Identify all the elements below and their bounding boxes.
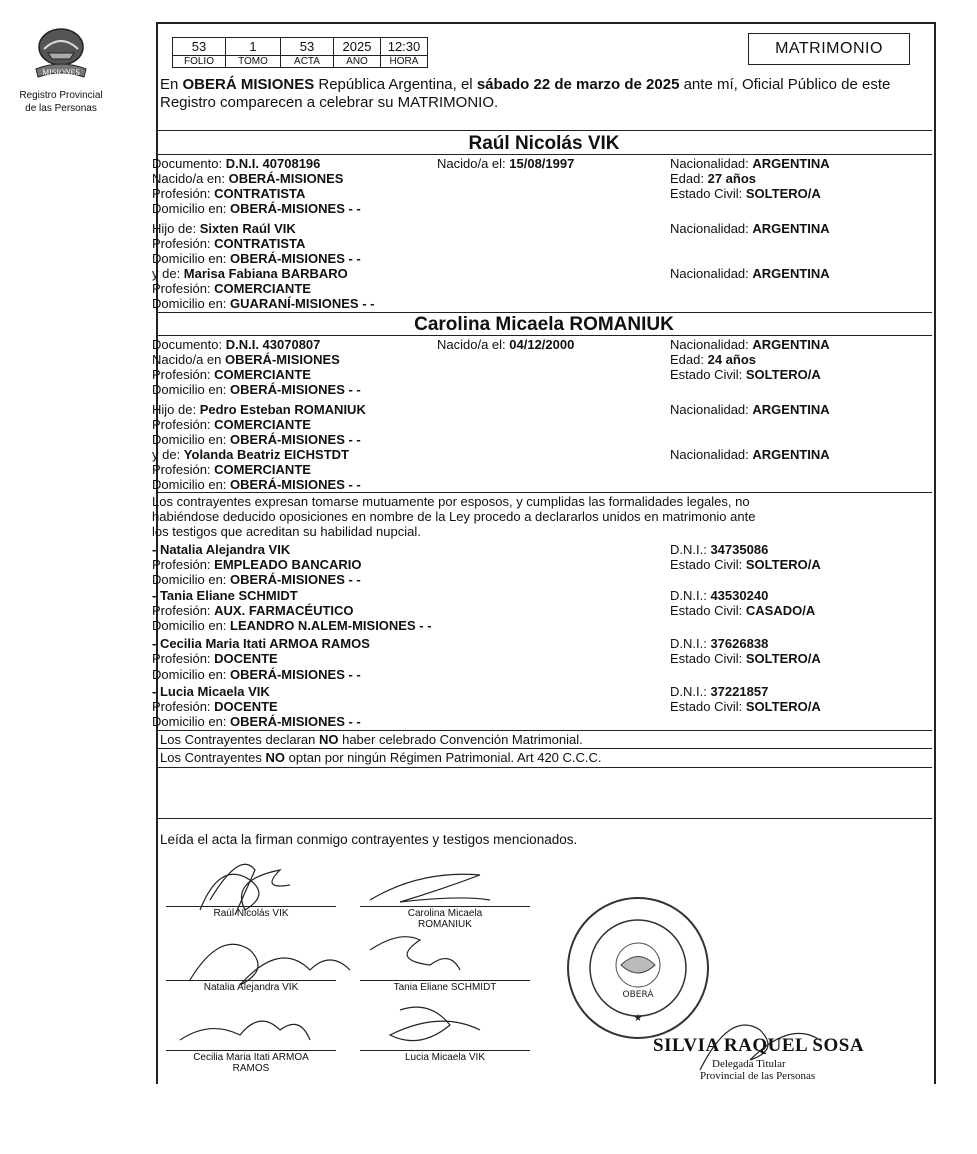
registry-logo (6, 25, 116, 114)
groom-name: Raúl Nicolás VIK (468, 133, 620, 154)
bride-domicile: Domicilio en: OBERÁ-MISIONES - - (152, 382, 361, 397)
provincial-emblem-icon (30, 25, 92, 83)
divider (156, 767, 932, 768)
witness-3-civil-status: Estado Civil: SOLTERO/A (670, 651, 821, 666)
witness-2-name: - Tania Eliane SCHMIDT (152, 588, 298, 603)
official-title-1: Delegada Titular (712, 1058, 786, 1070)
signature-name-witness-4: Lucia Micaela VIK (404, 1052, 486, 1063)
acta-label: ACTA (281, 56, 334, 68)
record-type-box: MATRIMONIO (748, 33, 910, 65)
emblem-text: MISIONES (42, 68, 80, 77)
witness-1-dni: D.N.I.: 34735086 (670, 542, 769, 557)
bride-father-profession: Profesión: COMERCIANTE (152, 417, 311, 432)
ceremony-date: sábado 22 de marzo de 2025 (476, 76, 680, 93)
divider (156, 730, 932, 731)
official-title-2: Provincial de las Personas (700, 1070, 816, 1082)
witness-3-dni: D.N.I.: 37626838 (670, 636, 769, 651)
divider (156, 130, 932, 131)
divider (156, 748, 932, 749)
declaration-line-1: Los contrayentes expresan tomarse mutuamente por esposos, y cumplidas las formalidades legales, no (152, 494, 750, 509)
bride-father: Hijo de: Pedro Esteban ROMANIUK (152, 402, 366, 417)
bride-birthdate: Nacido/a el: 04/12/2000 (437, 337, 575, 352)
groom-mother-domicile: Domicilio en: GUARANÍ-MISIONES - - (152, 296, 375, 311)
groom-profession: Profesión: CONTRATISTA (152, 186, 306, 201)
bride-father-domicile: Domicilio en: OBERÁ-MISIONES - - (152, 432, 361, 447)
bride-age: Edad: 24 años (670, 352, 757, 367)
signature-name-bride: Carolina Micaela ROMANIUK (407, 908, 483, 930)
closing-statement: Leída el acta la firman conmigo contrayentes y testigos mencionados. (160, 832, 578, 847)
groom-father: Hijo de: Sixten Raúl VIK (152, 221, 296, 236)
groom-father-domicile: Domicilio en: OBERÁ-MISIONES - - (152, 251, 361, 266)
folio-value: 53 (173, 38, 226, 56)
witness-4-name: - Lucia Micaela VIK (152, 684, 270, 699)
groom-age: Edad: 27 años (670, 171, 757, 186)
groom-mother: y de: Marisa Fabiana BARBARO (152, 266, 348, 281)
tomo-label: TOMO (226, 56, 281, 68)
groom-mother-profession: Profesión: COMERCIANTE (152, 281, 311, 296)
witness-1-domicile: Domicilio en: OBERÁ-MISIONES - - (152, 572, 361, 587)
anio-label: AÑO (334, 56, 381, 68)
witness-2-civil-status: Estado Civil: CASADO/A (670, 603, 816, 618)
groom-birthdate: Nacido/a el: 15/08/1997 (437, 156, 575, 171)
acta-value: 53 (281, 38, 334, 56)
groom-father-nationality: Nacionalidad: ARGENTINA (670, 221, 830, 236)
divider (156, 154, 932, 155)
witness-2-profession: Profesión: AUX. FARMACÉUTICO (152, 603, 354, 618)
bride-civil-status: Estado Civil: SOLTERO/A (670, 367, 821, 382)
tomo-value: 1 (226, 38, 281, 56)
witness-4-domicile: Domicilio en: OBERÁ-MISIONES - - (152, 714, 361, 729)
signature-name-witness-3: Cecilia Maria Itati ARMOA RAMOS (193, 1052, 309, 1074)
witness-3-domicile: Domicilio en: OBERÁ-MISIONES - - (152, 667, 361, 682)
signature-name-groom: Raúl Nicolás VIK (213, 908, 289, 919)
divider (156, 335, 932, 336)
witness-3-name: - Cecilia Maria Itati ARMOA RAMOS (152, 636, 370, 651)
star-icon: ★ (633, 1013, 643, 1024)
intro-paragraph: En OBERÁ MISIONES República Argentina, el sábado 22 de marzo de 2025 ante mí, Oficial Público de este Registro comparecen a celebrar su MATRIMONIO. (160, 76, 891, 111)
official-name: SILVIA RAQUEL SOSA (653, 1035, 865, 1056)
groom-document: Documento: D.N.I. 40708196 (152, 156, 321, 171)
witness-1-civil-status: Estado Civil: SOLTERO/A (670, 557, 821, 572)
groom-birthplace: Nacido/a en: OBERÁ-MISIONES (152, 171, 344, 186)
bride-document: Documento: D.N.I. 43070807 (152, 337, 321, 352)
bride-mother-profession: Profesión: COMERCIANTE (152, 462, 311, 477)
folio-label: FOLIO (173, 56, 226, 68)
convention-line-1: Los Contrayentes declaran NO haber celebrado Convención Matrimonial. (160, 732, 583, 747)
record-header-table (172, 37, 428, 68)
divider (156, 312, 932, 313)
logo-label-1: Registro Provincial (19, 90, 103, 101)
bride-profession: Profesión: COMERCIANTE (152, 367, 311, 382)
witness-1-name: - Natalia Alejandra VIK (152, 542, 291, 557)
declaration-line-2: habiéndose deducido oposiciones en nombre de la Ley procedo a declararlos unidos en matrimonio ante (152, 509, 756, 524)
bride-mother-nationality: Nacionalidad: ARGENTINA (670, 447, 830, 462)
city: OBERÁ MISIONES (182, 76, 315, 93)
groom-mother-nationality: Nacionalidad: ARGENTINA (670, 266, 830, 281)
hora-label: HORA (381, 56, 428, 68)
hora-value: 12:30 (381, 38, 428, 56)
bride-mother: y de: Yolanda Beatriz EICHSTDT (152, 447, 349, 462)
bride-name: Carolina Micaela ROMANIUK (414, 314, 674, 335)
groom-father-profession: Profesión: CONTRATISTA (152, 236, 306, 251)
declaration-line-3: los testigos que acreditan su habilidad nupcial. (152, 524, 421, 539)
anio-value: 2025 (334, 38, 381, 56)
divider (156, 818, 932, 819)
handwritten-signatures-image (160, 840, 580, 1070)
bride-birthplace: Nacido/a en OBERÁ-MISIONES (152, 352, 340, 367)
groom-nationality: Nacionalidad: ARGENTINA (670, 156, 830, 171)
witness-3-profession: Profesión: DOCENTE (152, 651, 278, 666)
official-signature-image (690, 1000, 830, 1080)
bride-father-nationality: Nacionalidad: ARGENTINA (670, 402, 830, 417)
witness-2-domicile: Domicilio en: LEANDRO N.ALEM-MISIONES - - (152, 618, 432, 633)
convention-line-2: Los Contrayentes NO optan por ningún Régimen Patrimonial. Art 420 C.C.C. (160, 750, 602, 765)
bride-mother-domicile: Domicilio en: OBERÁ-MISIONES - - (152, 477, 361, 492)
signature-name-witness-2: Tania Eliane SCHMIDT (393, 982, 497, 993)
witness-1-profession: Profesión: EMPLEADO BANCARIO (152, 557, 362, 572)
witness-4-dni: D.N.I.: 37221857 (670, 684, 769, 699)
bride-nationality: Nacionalidad: ARGENTINA (670, 337, 830, 352)
stamp-center-text: OBERÁ (622, 990, 654, 1000)
groom-civil-status: Estado Civil: SOLTERO/A (670, 186, 821, 201)
witness-4-profession: Profesión: DOCENTE (152, 699, 278, 714)
groom-domicile: Domicilio en: OBERÁ-MISIONES - - (152, 201, 361, 216)
signature-name-witness-1: Natalia Alejandra VIK (203, 982, 299, 993)
logo-label-2: de las Personas (25, 103, 97, 114)
witness-4-civil-status: Estado Civil: SOLTERO/A (670, 699, 821, 714)
witness-2-dni: D.N.I.: 43530240 (670, 588, 769, 603)
divider (156, 492, 932, 493)
